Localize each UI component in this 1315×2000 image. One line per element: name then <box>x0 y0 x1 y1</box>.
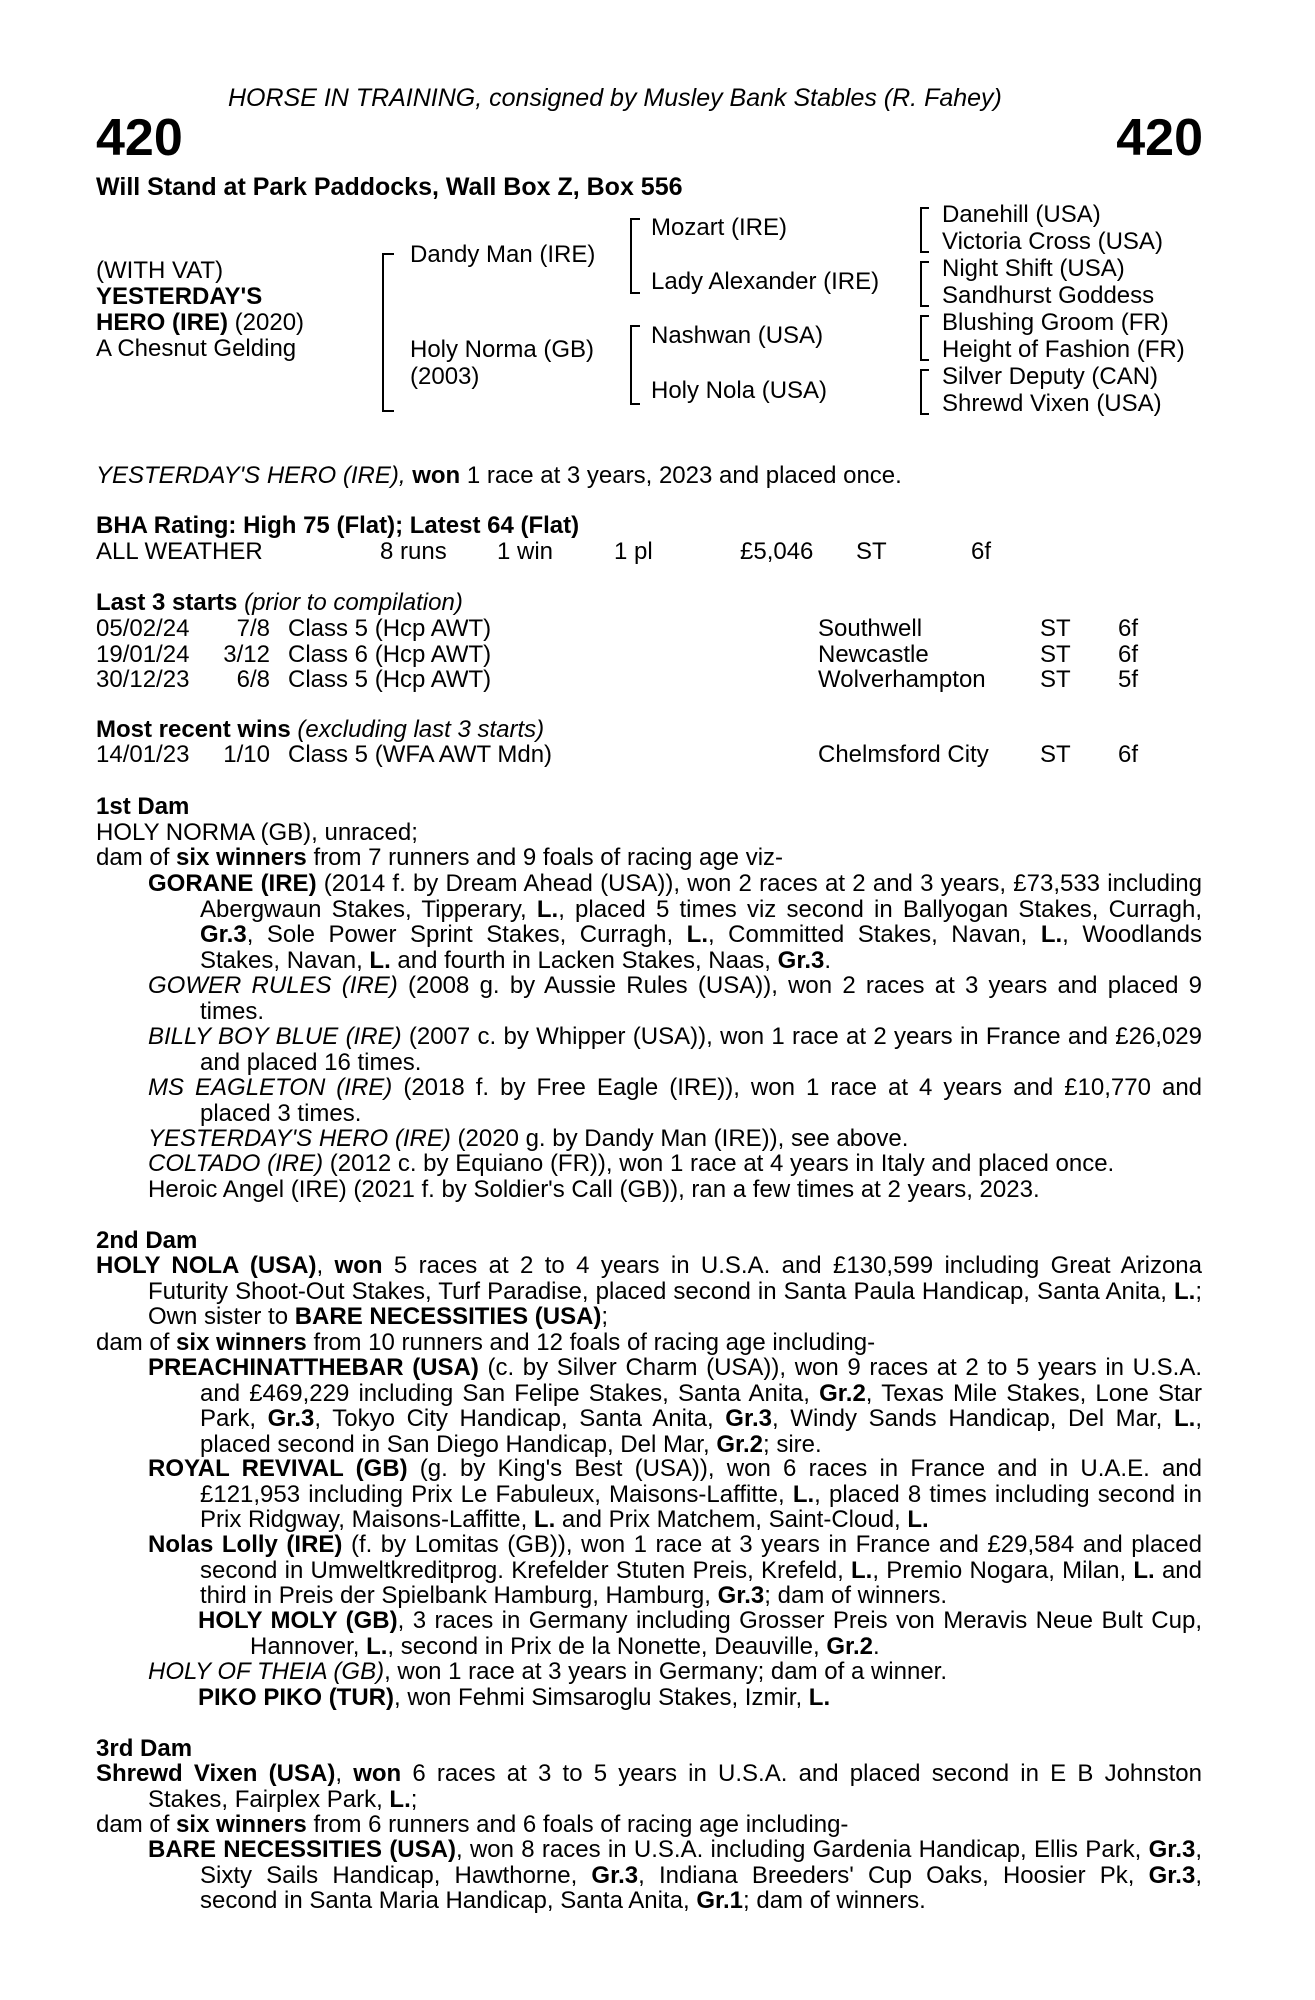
billy-name: BILLY BOY BLUE (IRE) <box>148 1023 402 1050</box>
nolas-name: Nolas Lolly (IRE) <box>148 1531 343 1558</box>
dam2-name: HOLY NOLA (USA) <box>96 1252 317 1279</box>
pedigree-sds: Night Shift (USA) <box>942 255 1125 282</box>
rating-surface: ALL WEATHER <box>96 538 263 565</box>
pedigree-brace-dd <box>920 369 929 415</box>
progeny-royal-revival: ROYAL REVIVAL (GB) (g. by King's Best (USA)), won 6 races in France and in U.A.E. and £121,953 including Prix Le Fabuleux, Maisons-Laffitte, L., placed 8 times including second in Prix Ridgway, Maisons-Laffitte, L. and Prix Matchem, Saint-Cloud, L. <box>148 1455 1202 1533</box>
pedigree-ddd: Shrewd Vixen (USA) <box>942 390 1162 417</box>
horse-name-line1: YESTERDAY'S <box>96 283 263 310</box>
lot-number-left: 420 <box>96 109 183 167</box>
pedigree-dam-dam: Holy Nola (USA) <box>651 377 828 404</box>
rating-prize: £5,046 <box>740 538 814 565</box>
pedigree-brace-sd <box>920 261 929 307</box>
pedigree-dds: Silver Deputy (CAN) <box>942 363 1159 390</box>
race-summary <box>96 463 902 489</box>
consignor-title: HORSE IN TRAINING, consigned by Musley Bank Stables (R. Fahey) <box>228 84 1002 112</box>
dam1-line2c: from 7 runners and 9 foals of racing age viz- <box>306 844 784 871</box>
race-dist: 6f <box>1118 741 1139 768</box>
pedigree-brace-main <box>382 253 394 412</box>
progeny-ms-eagleton: MS EAGLETON (IRE) (2018 f. by Free Eagle (IRE)), won 1 race at 4 years and £10,770 and placed 3 times. <box>148 1074 1203 1127</box>
progeny-billy-boy-blue: BILLY BOY BLUE (IRE) (2007 c. by Whipper (USA)), won 1 race at 2 years in France and £26,029 and placed 16 times. <box>148 1023 1202 1076</box>
rating-distance: 6f <box>971 538 992 565</box>
last3-note: (prior to compilation) <box>244 589 463 616</box>
dam3-winners: six winners <box>176 1811 307 1838</box>
horse-description: A Chesnut Gelding <box>96 335 297 362</box>
dam3-record: Shrewd Vixen (USA), won 6 races at 3 to 5 years in U.S.A. and placed second in E B Johnston Stakes, Fairplex Park, L.; <box>96 1760 1202 1813</box>
race-going: ST <box>1040 640 1071 668</box>
dam2-line2: dam of six winners from 10 runners and 12 foals of racing age including- <box>96 1329 876 1356</box>
progeny-bare-necessities: BARE NECESSITIES (USA), won 8 races in U.S.A. including Gardenia Handicap, Ellis Park, Gr.3, Sixty Sails Handicap, Hawthorne, Gr.3, Indiana Breeders' Cup Oaks, Hoosier Pk, Gr.3, second in Santa Maria Handicap, Santa Anita, Gr.1; dam of winners. <box>148 1836 1203 1914</box>
race-pos: 7/8 <box>236 615 270 642</box>
rating-wins: 1 win <box>497 538 554 565</box>
dam1-winners: six winners <box>176 844 307 871</box>
last-3-starts-heading <box>96 590 463 616</box>
race-cls: Class 5 (Hcp AWT) <box>288 666 492 693</box>
pedigree-sire-sire: Mozart (IRE) <box>651 214 788 241</box>
rating-placed: 1 pl <box>614 538 653 565</box>
recent-wins-heading <box>96 717 544 743</box>
ms-name: MS EAGLETON (IRE) <box>148 1074 393 1101</box>
horse-name-line2-wrap <box>96 310 304 336</box>
race-cls: Class 5 (Hcp AWT) <box>288 615 492 642</box>
summary-won: won <box>412 462 461 489</box>
progeny-gorane: GORANE (IRE) (2014 f. by Dream Ahead (USA)), won 2 races at 2 and 3 years, £73,533 including Abergwaun Stakes, Tipperary, L., placed 5 times viz second in Ballyogan Stakes, Curragh, Gr.3, Sole Power Sprint Stakes, Curragh, L., Committed Stakes, Navan, L., Woodlands Stakes, Navan, L. and fourth in Lacken Stakes, Naas, Gr.3. <box>148 870 1202 974</box>
dam3-line2: dam of six winners from 6 runners and 6 foals of racing age including- <box>96 1811 849 1838</box>
race-course: Southwell <box>818 615 923 642</box>
summary-rest: 1 race at 3 years, 2023 and placed once. <box>466 462 902 489</box>
progeny-holy-of-theia: HOLY OF THEIA (GB), won 1 race at 3 years in Germany; dam of a winner. <box>148 1658 947 1685</box>
pedigree-brace-dam <box>630 325 640 405</box>
progeny-gower-rules: GOWER RULES (IRE) (2008 g. by Aussie Rules (USA)), won 2 races at 3 years and placed 9 times. <box>148 972 1202 1025</box>
pedigree-dam-sire: Nashwan (USA) <box>651 322 824 349</box>
race-course: Newcastle <box>818 640 929 668</box>
lot-number-right: 420 <box>1116 109 1203 167</box>
pedigree-sire-dam: Lady Alexander (IRE) <box>651 268 880 295</box>
progeny-yesterdays-hero: YESTERDAY'S HERO (IRE) (2020 g. by Dandy Man (IRE)), see above. <box>148 1125 909 1152</box>
race-date: 19/01/24 <box>96 640 190 668</box>
yh-name: YESTERDAY'S HERO (IRE) <box>148 1125 451 1152</box>
race-going: ST <box>1040 741 1071 768</box>
dam1-line2a: dam of <box>96 844 177 871</box>
race-course: Wolverhampton <box>818 666 986 693</box>
pedigree-sdd: Sandhurst Goddess <box>942 282 1155 309</box>
pedigree-dss: Blushing Groom (FR) <box>942 309 1169 336</box>
colt-name: COLTADO (IRE) <box>148 1150 324 1177</box>
pedigree-brace-ss <box>920 207 929 253</box>
royal-name: ROYAL REVIVAL (GB) <box>148 1455 408 1482</box>
dam2-sister: BARE NECESSITIES (USA) <box>294 1303 602 1330</box>
holy-moly-name: HOLY MOLY (GB) <box>198 1607 398 1634</box>
recent-note: (excluding last 3 starts) <box>297 716 545 743</box>
summary-name: YESTERDAY'S HERO (IRE), <box>96 462 406 489</box>
progeny-piko-piko: PIKO PIKO (TUR), won Fehmi Simsaroglu Stakes, Izmir, L. <box>198 1684 831 1711</box>
race-pos: 3/12 <box>223 640 270 668</box>
race-date: 14/01/23 <box>96 741 190 768</box>
dam2-heading: 2nd Dam <box>96 1227 198 1254</box>
progeny-holy-moly: HOLY MOLY (GB), 3 races in Germany including Grosser Preis von Meravis Neue Bult Cup, Hannover, L., second in Prix de la Nonette, Deauville, Gr.2. <box>198 1607 1202 1660</box>
race-date: 05/02/24 <box>96 615 190 642</box>
dam2-winners: six winners <box>176 1329 307 1356</box>
pedigree-sire: Dandy Man (IRE) <box>410 241 596 268</box>
race-dist: 6f <box>1118 615 1139 642</box>
dam3-name: Shrewd Vixen (USA) <box>96 1760 336 1787</box>
race-cls: Class 6 (Hcp AWT) <box>288 640 492 668</box>
theia-name: HOLY OF THEIA (GB) <box>148 1658 385 1685</box>
progeny-coltado: COLTADO (IRE) (2012 c. by Equiano (FR)), won 1 race at 4 years in Italy and placed once. <box>148 1150 1115 1177</box>
race-cls: Class 5 (WFA AWT Mdn) <box>288 741 553 768</box>
dam1-line1: HOLY NORMA (GB), unraced; <box>96 819 418 846</box>
gower-name: GOWER RULES (IRE) <box>148 972 398 999</box>
vat-note: (WITH VAT) <box>96 257 224 284</box>
pedigree-brace-ds <box>920 315 929 361</box>
last3-title: Last 3 starts <box>96 589 238 616</box>
race-date: 30/12/23 <box>96 666 190 693</box>
preach-name: PREACHINATTHEBAR (USA) <box>148 1354 479 1381</box>
progeny-heroic-angel: Heroic Angel (IRE) (2021 f. by Soldier's Call (GB)), ran a few times at 2 years, 2023. <box>148 1176 1040 1203</box>
bare-name: BARE NECESSITIES (USA) <box>148 1836 456 1863</box>
race-course: Chelmsford City <box>818 741 989 768</box>
rating-going: ST <box>856 538 887 565</box>
pedigree-dam: Holy Norma (GB) <box>410 336 595 363</box>
pedigree-dsd: Height of Fashion (FR) <box>942 336 1185 363</box>
recent-title: Most recent wins <box>96 716 291 743</box>
race-going: ST <box>1040 615 1071 642</box>
dam3-heading: 3rd Dam <box>96 1735 193 1762</box>
progeny-preachinatthebar: PREACHINATTHEBAR (USA) (c. by Silver Charm (USA)), won 9 races at 2 to 5 years in U.S.A. and £469,229 including San Felipe Stakes, Santa Anita, Gr.2, Texas Mile Stakes, Lone Star Park, Gr.3, Tokyo City Handicap, Santa Anita, Gr.3, Windy Sands Handicap, Del Mar, L., placed second in San Diego Handicap, Del Mar, Gr.2; sire. <box>148 1354 1203 1458</box>
bha-rating: BHA Rating: High 75 (Flat); Latest 64 (Flat) <box>96 512 580 539</box>
race-going: ST <box>1040 666 1071 693</box>
stabling-location: Will Stand at Park Paddocks, Wall Box Z, Box 556 <box>96 173 683 201</box>
pedigree-ssd: Victoria Cross (USA) <box>942 228 1163 255</box>
horse-name-line2: HERO (IRE) <box>96 309 228 336</box>
race-pos: 1/10 <box>223 741 270 768</box>
gorane-name: GORANE (IRE) <box>148 870 317 897</box>
race-pos: 6/8 <box>236 666 270 693</box>
dam1-line2 <box>96 845 783 871</box>
progeny-nolas-lolly: Nolas Lolly (IRE) (f. by Lomitas (GB)), won 1 race at 3 years in France and £29,584 and placed second in Umweltkreditprog. Krefelder Stuten Preis, Krefeld, L., Premio Nogara, Milan, L. and third in Preis der Spielbank Hamburg, Hamburg, Gr.3; dam of winners. <box>148 1531 1203 1609</box>
pedigree-dam-year: (2003) <box>410 363 480 390</box>
pedigree-sss: Danehill (USA) <box>942 201 1101 228</box>
rating-runs: 8 runs <box>380 538 447 565</box>
race-dist: 5f <box>1118 666 1139 693</box>
race-dist: 6f <box>1118 640 1139 668</box>
piko-name: PIKO PIKO (TUR) <box>198 1684 394 1711</box>
dam1-heading: 1st Dam <box>96 793 190 820</box>
dam2-record: HOLY NOLA (USA), won 5 races at 2 to 4 years in U.S.A. and £130,599 including Great Arizona Futurity Shoot-Out Stakes, Turf Paradise, placed second in Santa Paula Handicap, Santa Anita, L.; Own sister to BARE NECESSITIES (USA); <box>96 1252 1202 1330</box>
pedigree-brace-sire <box>630 218 640 294</box>
horse-year: (2020) <box>234 309 305 336</box>
